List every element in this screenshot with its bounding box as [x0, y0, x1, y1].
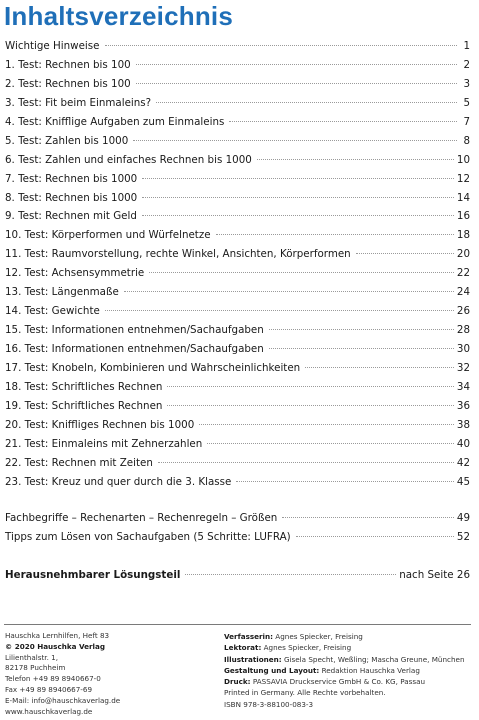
leader-dots — [236, 481, 454, 482]
leader-dots — [296, 536, 454, 537]
toc-entry-label: 6. Test: Zahlen und einfaches Rechnen bis 1000 — [5, 153, 252, 166]
leader-dots — [269, 329, 454, 330]
toc-entry[interactable] — [5, 416, 470, 435]
toc-entry-page: 42 — [456, 456, 470, 469]
toc-entry[interactable] — [5, 245, 470, 264]
imprint-printed: Printed in Germany. Alle Rechte vorbehalten. — [224, 688, 386, 698]
page-title: Inhaltsverzeichnis — [4, 1, 234, 31]
toc-entry-label: 2. Test: Rechnen bis 100 — [5, 77, 131, 90]
imprint-copyright: © 2020 Hauschka Verlag — [5, 641, 106, 651]
credit-key: Illustrationen: — [224, 654, 282, 664]
toc-entry-label: 18. Test: Schriftliches Rechnen — [5, 380, 163, 393]
imprint-street: Lilienthalstr. 1, — [5, 652, 59, 662]
toc-entry-label: 1. Test: Rechnen bis 100 — [5, 58, 131, 71]
toc-entry[interactable] — [5, 509, 470, 528]
toc-entry-label: 20. Test: Kniffliges Rechnen bis 1000 — [5, 418, 195, 431]
toc-entry[interactable] — [5, 151, 470, 170]
toc-entry-solutions[interactable] — [5, 566, 470, 585]
toc-entry-label: Wichtige Hinweise — [5, 40, 100, 52]
toc-entry[interactable] — [5, 321, 470, 340]
credit-key: Gestaltung und Layout: — [224, 665, 320, 675]
imprint-publisher — [5, 631, 220, 717]
imprint-isbn: ISBN 978-3-88100-083-3 — [224, 699, 314, 709]
toc-entry-page: 7 — [463, 115, 470, 128]
toc-entry-label: 5. Test: Zahlen bis 1000 — [5, 134, 129, 147]
leader-dots — [142, 178, 454, 179]
toc-entry-page: 40 — [456, 437, 470, 450]
leader-dots — [158, 462, 454, 463]
toc-entry-page: 45 — [456, 475, 470, 488]
solutions-section — [5, 566, 470, 585]
leader-dots — [282, 517, 454, 518]
leader-dots — [142, 197, 454, 198]
toc-entry-page: 8 — [463, 134, 470, 147]
toc-entry-label: 16. Test: Informationen entnehmen/Sachaufgaben — [5, 343, 264, 355]
toc-entry[interactable] — [5, 170, 470, 189]
toc-entry[interactable] — [5, 454, 470, 473]
toc-entry-page: 3 — [463, 77, 470, 90]
toc-entry-label: 15. Test: Informationen entnehmen/Sachaufgaben — [5, 324, 264, 337]
leader-dots — [269, 348, 454, 349]
toc-entry-page: 30 — [456, 343, 470, 355]
toc-entry[interactable] — [5, 113, 470, 132]
leader-dots — [199, 424, 454, 425]
toc-entry[interactable] — [5, 226, 470, 245]
toc-entry[interactable] — [5, 340, 470, 359]
toc-entry-page: 1 — [463, 40, 470, 52]
toc-entry[interactable] — [5, 264, 470, 283]
toc-entry-page: 38 — [456, 418, 470, 431]
imprint-city: 82178 Puchheim — [5, 663, 66, 673]
toc-entry-page: 52 — [456, 530, 470, 543]
divider — [4, 624, 471, 625]
toc-entry-label: 3. Test: Fit beim Einmaleins? — [5, 96, 152, 109]
leader-dots — [216, 234, 454, 235]
leader-dots — [156, 102, 457, 103]
toc-entry[interactable] — [5, 94, 470, 113]
toc-entry-label: 10. Test: Körperformen und Würfelnetze — [5, 229, 211, 242]
imprint-email[interactable]: E-Mail: info@hauschkaverlag.de — [5, 695, 121, 705]
toc-entry[interactable] — [5, 189, 470, 208]
toc-entry-label: 19. Test: Schriftliches Rechnen — [5, 399, 163, 412]
toc-entry[interactable] — [5, 283, 470, 302]
leader-dots — [133, 140, 457, 141]
toc-entry[interactable] — [5, 132, 470, 151]
credit-value: PASSAVIA Druckservice GmbH & Co. KG, Passau — [252, 677, 426, 687]
table-of-contents — [5, 37, 470, 492]
toc-entry[interactable] — [5, 378, 470, 397]
toc-entry-page: 34 — [456, 380, 470, 393]
toc-entry-page: 36 — [456, 399, 470, 412]
credit-value: Redaktion Hauschka Verlag — [321, 665, 420, 675]
toc-entry-label: 21. Test: Einmaleins mit Zehnerzahlen — [5, 437, 203, 450]
toc-entry-page: 16 — [456, 210, 470, 223]
toc-entry-page: 26 — [456, 305, 470, 318]
toc-entry-page: 49 — [456, 512, 470, 524]
leader-dots — [356, 253, 454, 254]
imprint-phone: Telefon +49 89 8940667-0 — [5, 674, 101, 684]
leader-dots — [229, 121, 457, 122]
toc-entry-page: 12 — [456, 172, 470, 185]
toc-entry-label: 17. Test: Knobeln, Kombinieren und Wahrscheinlichkeiten — [5, 361, 301, 374]
credit-design — [224, 665, 474, 676]
credit-key: Lektorat: — [224, 643, 262, 653]
toc-entry-label: 13. Test: Längenmaße — [5, 286, 119, 299]
leader-dots — [305, 367, 454, 368]
toc-entry[interactable] — [5, 435, 470, 454]
toc-entry[interactable] — [5, 302, 470, 321]
toc-entry-page: 22 — [456, 267, 470, 280]
imprint-website[interactable]: www.hauschkaverlag.de — [5, 706, 93, 716]
toc-entry-label: Tipps zum Lösen von Sachaufgaben (5 Schritte: LUFRA) — [5, 530, 291, 543]
leader-dots — [167, 405, 453, 406]
solutions-label: Herausnehmbarer Lösungsteil — [5, 569, 181, 581]
toc-entry-page: 24 — [456, 286, 470, 299]
toc-entry-label: 8. Test: Rechnen bis 1000 — [5, 191, 138, 204]
toc-entry[interactable] — [5, 207, 470, 226]
toc-entry-page: 32 — [456, 361, 470, 374]
leader-dots — [207, 443, 454, 444]
toc-entry-label: 11. Test: Raumvorstellung, rechte Winkel, Ansichten, Körperformen — [5, 248, 351, 261]
imprint-credits — [224, 631, 474, 710]
credit-illustrations — [224, 654, 474, 665]
toc-entry-label: 23. Test: Kreuz und quer durch die 3. Klasse — [5, 475, 232, 488]
credit-editor — [224, 642, 474, 653]
toc-entry-page: 14 — [456, 191, 470, 204]
leader-dots — [105, 45, 458, 46]
toc-entry-label: 22. Test: Rechnen mit Zeiten — [5, 456, 153, 469]
toc-entry[interactable] — [5, 75, 470, 94]
credit-key: Druck: — [224, 677, 251, 687]
toc-entry-label: Fachbegriffe – Rechenarten – Rechenregeln – Größen — [5, 512, 278, 524]
leader-dots — [149, 272, 454, 273]
toc-entry-label: 4. Test: Knifflige Aufgaben zum Einmaleins — [5, 115, 225, 128]
toc-entry-page: 28 — [456, 324, 470, 337]
toc-entry-label: 7. Test: Rechnen bis 1000 — [5, 172, 138, 185]
toc-entry-page: 20 — [456, 248, 470, 261]
credit-value: Agnes Spiecker, Freising — [263, 643, 352, 653]
toc-entry[interactable] — [5, 397, 470, 416]
leader-dots — [136, 83, 457, 84]
toc-entry-page: 5 — [463, 96, 470, 109]
leader-dots — [105, 310, 454, 311]
leader-dots — [124, 291, 454, 292]
toc-entry[interactable] — [5, 528, 470, 547]
imprint-fax: Fax +49 89 8940667-69 — [5, 684, 93, 694]
toc-entry-page: 2 — [463, 58, 470, 71]
toc-entry-label: 14. Test: Gewichte — [5, 305, 100, 318]
leader-dots — [142, 215, 454, 216]
imprint-series: Hauschka Lernhilfen, Heft 83 — [5, 631, 110, 640]
toc-entry[interactable] — [5, 473, 470, 492]
leader-dots — [167, 386, 453, 387]
credit-value: Gisela Specht, Weßling; Mascha Greune, München — [283, 654, 465, 664]
leader-dots — [257, 159, 454, 160]
leader-dots — [185, 574, 396, 575]
toc-entry-page: 18 — [456, 229, 470, 242]
toc-entry-label: 12. Test: Achsensymmetrie — [5, 267, 145, 280]
credit-key: Verfasserin: — [224, 632, 273, 641]
toc-entry-label: 9. Test: Rechnen mit Geld — [5, 210, 137, 223]
leader-dots — [136, 64, 457, 65]
toc-entry-page: 10 — [456, 153, 470, 166]
credit-value: Agnes Spiecker, Freising — [275, 632, 363, 641]
credit-print — [224, 676, 474, 687]
appendix-entries — [5, 509, 470, 547]
toc-entry[interactable] — [5, 37, 470, 56]
credit-author — [224, 631, 474, 642]
toc-entry[interactable] — [5, 359, 470, 378]
solutions-page: nach Seite 26 — [399, 569, 470, 581]
toc-entry[interactable] — [5, 56, 470, 75]
